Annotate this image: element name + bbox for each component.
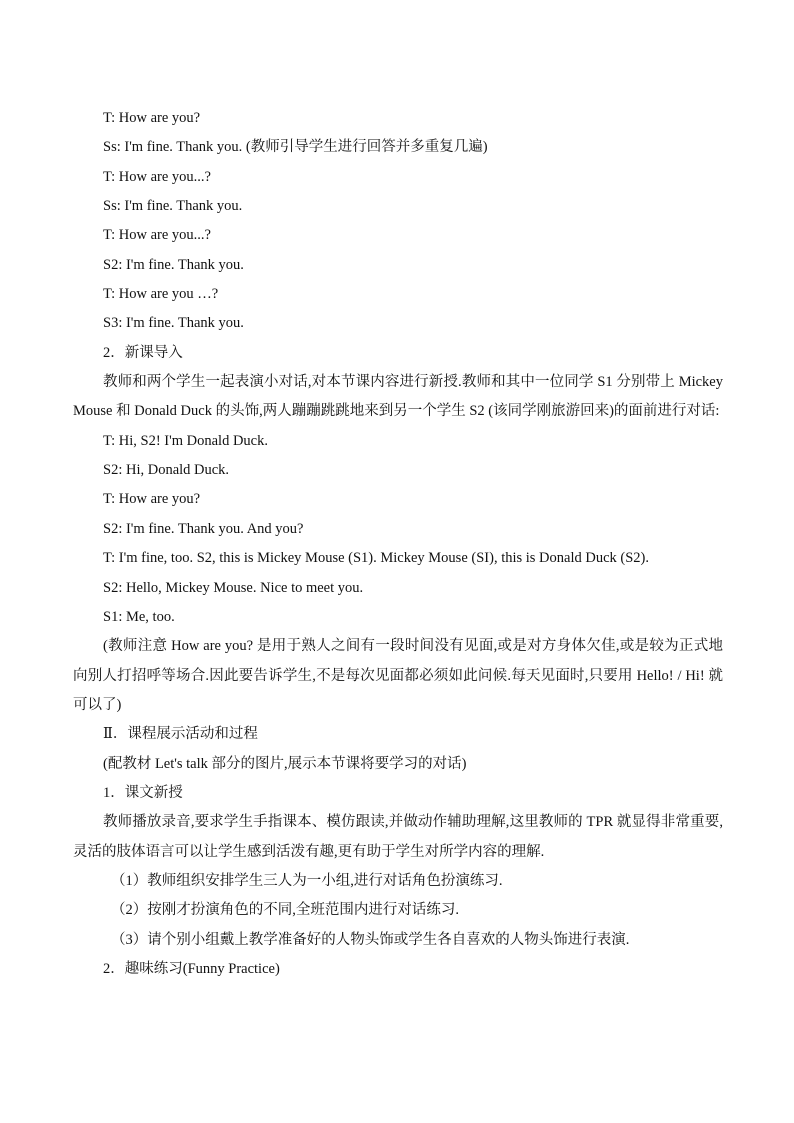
dialogue-line: T: Hi, S2! I'm Donald Duck.: [103, 432, 268, 449]
step-item: （3）请个别小组戴上教学准备好的人物头饰或学生各自喜欢的人物头饰进行表演.: [111, 931, 630, 948]
section-note: (配教材 Let's talk 部分的图片,展示本节课将要学习的对话): [103, 755, 467, 772]
section-heading: 2．新课导入: [103, 344, 183, 361]
step-item: （2）按刚才扮演角色的不同,全班范围内进行对话练习.: [111, 902, 459, 919]
subsection-heading: 1．课文新授: [103, 784, 183, 801]
document-body: [73, 104, 723, 984]
paragraph-audio: 教师播放录音,要求学生手指课本、模仿跟读,并做动作辅助理解,这里教师的 TPR 就显得非常重要,灵活的肢体语言可以让学生感到活泼有趣,更有助于学生对所学内容的理解.: [73, 814, 723, 860]
step-item: （1）教师组织安排学生三人为一小组,进行对话角色扮演练习.: [111, 872, 503, 889]
dialogue-line: S2: Hello, Mickey Mouse. Nice to meet you.: [103, 579, 364, 596]
dialogue-line: Ss: I'm fine. Thank you. (教师引导学生进行回答并多重复几遍): [103, 139, 488, 156]
dialogue-line: S2: I'm fine. Thank you. And you?: [103, 520, 304, 537]
dialogue-line: T: How are you...?: [103, 168, 211, 185]
dialogue-line: S3: I'm fine. Thank you.: [103, 315, 244, 332]
dialogue-line: S2: I'm fine. Thank you.: [103, 256, 244, 273]
dialogue-line: S1: Me, too.: [103, 608, 175, 625]
subsection-heading: 2．趣味练习(Funny Practice): [103, 960, 280, 977]
paragraph-intro: 教师和两个学生一起表演小对话,对本节课内容进行新授.教师和其中一位同学 S1 分别带上 Mickey Mouse 和 Donald Duck 的头饰,两人蹦蹦跳跳地来到另一个学生 S2 (该同学刚旅游回来)的面前进行对话:: [73, 374, 723, 420]
paragraph-note: (教师注意 How are you? 是用于熟人之间有一段时间没有见面,或是对方身体欠佳,或是较为正式地向别人打招呼等场合.因此要告诉学生,不是每次见面都必须如此问候.每天见面时,只要用 Hello! / Hi! 就可以了): [73, 638, 723, 713]
dialogue-line: T: I'm fine, too. S2, this is Mickey Mouse (S1). Mickey Mouse (SI), this is Donald Duck (S2).: [103, 550, 650, 567]
dialogue-line: T: How are you?: [103, 491, 201, 508]
dialogue-line: T: How are you …?: [103, 286, 219, 303]
dialogue-line: T: How are you...?: [103, 227, 211, 244]
dialogue-line: T: How are you?: [103, 110, 201, 126]
dialogue-line: S2: Hi, Donald Duck.: [103, 462, 230, 479]
section-heading: Ⅱ．课程展示活动和过程: [103, 726, 258, 743]
dialogue-line: Ss: I'm fine. Thank you.: [103, 198, 243, 215]
